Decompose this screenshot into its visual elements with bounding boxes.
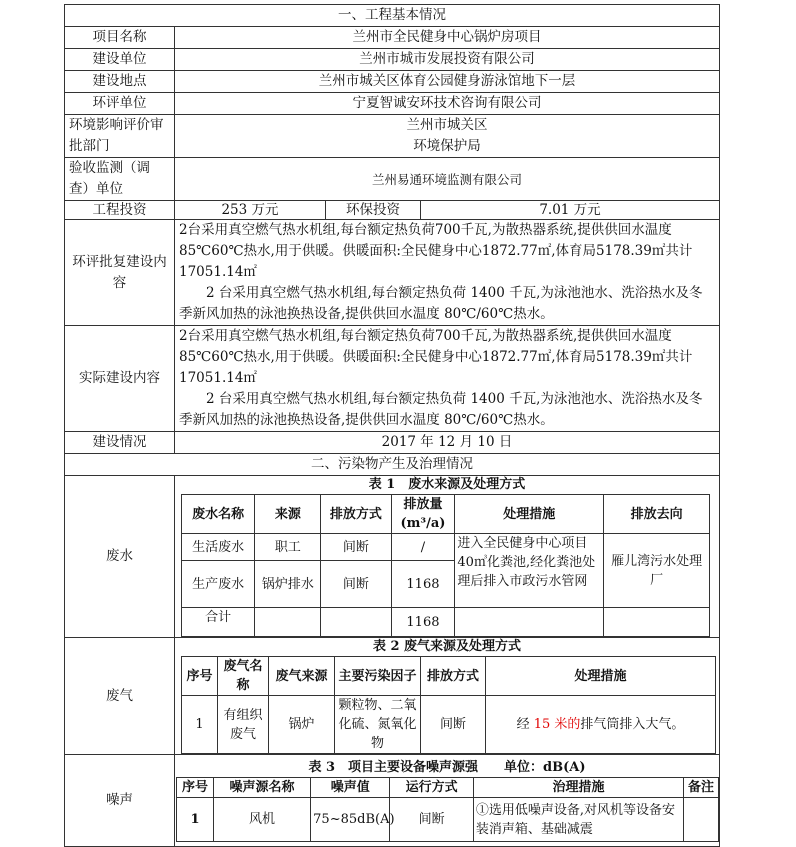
- td: 间断: [421, 696, 486, 754]
- label-noise: 噪声: [65, 755, 175, 847]
- th: 序号: [177, 778, 214, 798]
- label-env-investment: 环保投资: [326, 201, 421, 220]
- td: 1: [182, 696, 218, 754]
- treatment-pre: 经: [516, 717, 534, 732]
- td: 1168: [391, 608, 455, 637]
- label-eia-unit: 环评单位: [65, 93, 175, 115]
- label-investment: 工程投资: [65, 201, 175, 220]
- td: 生产废水: [182, 561, 255, 608]
- actual-content-p2: 2 台采用真空燃气热水机组,每台额定热负荷 1400 千瓦,为泳池池水、洗浴热水及冬季新风加热的泳池换热设备,提供供回水温度 80℃/60℃热水。: [179, 391, 703, 428]
- th: 废气名称: [218, 657, 269, 696]
- section2-title: 二、污染物产生及治理情况: [65, 454, 720, 476]
- actual-content: [175, 326, 720, 432]
- label-location: 建设地点: [65, 71, 175, 93]
- td: 职工: [255, 534, 321, 561]
- td: 锅炉: [269, 696, 335, 754]
- td: [604, 608, 710, 637]
- th: 治理措施: [473, 778, 683, 798]
- treatment-post: 排气筒排入大气。: [580, 717, 685, 732]
- wastewater-treatment: 进入全民健身中心项目 40㎥化粪池,经化粪池处理后排入市政污水管网: [455, 534, 604, 608]
- td: 颗粒物、二氧化硫、氮氧化物: [335, 696, 421, 754]
- table1-caption: 表 1 废水来源及处理方式: [368, 477, 526, 492]
- label-approval: 环境影响评价审批部门: [65, 115, 175, 158]
- td: /: [391, 534, 455, 561]
- label-construction: 建设情况: [65, 432, 175, 454]
- th: 运行方式: [390, 778, 473, 798]
- td: 间断: [321, 534, 391, 561]
- th: 废气来源: [269, 657, 335, 696]
- approval-line2: 环境保护局: [413, 138, 481, 154]
- noise-treatment: ①选用低噪声设备,对风机等设备安装消声箱、基础减震: [473, 798, 683, 842]
- td: 合计: [182, 608, 255, 637]
- label-builder: 建设单位: [65, 49, 175, 71]
- td: [321, 608, 391, 637]
- td: [455, 608, 604, 637]
- th: 废水名称: [182, 495, 255, 534]
- wastewater-destination: 雁儿湾污水处理厂: [604, 534, 710, 608]
- table2-caption: 表 2 废气来源及处理方式: [372, 639, 522, 654]
- eia-unit: 宁夏智诚安环技术咨询有限公司: [175, 93, 720, 115]
- location: 兰州市城关区体育公园健身游泳馆地下一层: [175, 71, 720, 93]
- td: [255, 608, 321, 637]
- project-info-table: [64, 4, 720, 847]
- th: 排放方式: [421, 657, 486, 696]
- section1-title: 一、工程基本情况: [65, 5, 720, 27]
- label-actual-content: 实际建设内容: [65, 326, 175, 432]
- label-monitor: 验收监测（调查）单位: [65, 158, 175, 201]
- label-eia-content: 环评批复建设内容: [65, 220, 175, 326]
- wastegas-cell: [175, 638, 720, 755]
- eia-content: [175, 220, 720, 326]
- th: 排放方式: [321, 495, 391, 534]
- env-investment: 7.01 万元: [421, 201, 720, 220]
- th: 处理措施: [486, 657, 716, 696]
- actual-content-p1: 2台采用真空燃气热水机组,每台额定热负荷700千瓦,为散热器系统,提供供回水温度85℃60℃热水,用于供暖。供暖面积:全民健身中心1872.77㎡,体育局5178.39㎡共计17051.14㎡: [179, 328, 693, 386]
- approval-line1: 兰州市城关区: [406, 117, 488, 133]
- td: 生活废水: [182, 534, 255, 561]
- table3-caption: 表 3 项目主要设备噪声源强 单位：dB(A): [308, 760, 586, 775]
- monitor-unit: 兰州易通环境监测有限公司: [175, 158, 720, 201]
- construction-date: 2017 年 12 月 10 日: [175, 432, 720, 454]
- builder: 兰州市城市发展投资有限公司: [175, 49, 720, 71]
- noise-cell: [175, 755, 720, 847]
- treatment-highlight: 15 米的: [533, 717, 581, 732]
- td: 风机: [213, 798, 310, 842]
- td: 75~85dB(A): [311, 798, 390, 842]
- th: 处理措施: [455, 495, 604, 534]
- th: 备注: [684, 778, 719, 798]
- td: 间断: [390, 798, 473, 842]
- td: 1168: [391, 561, 455, 608]
- wastewater-cell: [175, 476, 720, 638]
- th: 来源: [255, 495, 321, 534]
- wastegas-table: [181, 656, 716, 754]
- td: 间断: [321, 561, 391, 608]
- wastegas-treatment: [486, 696, 716, 754]
- label-project-name: 项目名称: [65, 27, 175, 49]
- td: 1: [177, 798, 214, 842]
- label-wastegas: 废气: [65, 638, 175, 755]
- td: [684, 798, 719, 842]
- th: 排放量(m³/a): [391, 495, 455, 534]
- th: 噪声值: [311, 778, 390, 798]
- eia-content-p2: 2 台采用真空燃气热水机组,每台额定热负荷 1400 千瓦,为泳池池水、洗浴热水及冬季新风加热的泳池换热设备,提供供回水温度 80℃/60℃热水。: [179, 285, 703, 322]
- project-name: 兰州市全民健身中心锅炉房项目: [175, 27, 720, 49]
- th: 噪声源名称: [213, 778, 310, 798]
- th: 序号: [182, 657, 218, 696]
- eia-content-p1: 2台采用真空燃气热水机组,每台额定热负荷700千瓦,为散热器系统,提供供回水温度85℃60℃热水,用于供暖。供暖面积:全民健身中心1872.77㎡,体育局5178.39㎡共计17051.14㎡: [179, 222, 693, 280]
- approval-dept: [175, 115, 720, 158]
- th: 主要污染因子: [335, 657, 421, 696]
- td: 锅炉排水: [255, 561, 321, 608]
- investment: 253 万元: [175, 201, 326, 220]
- noise-table: [176, 777, 719, 842]
- td: 有组织废气: [218, 696, 269, 754]
- label-wastewater: 废水: [65, 476, 175, 638]
- th: 排放去向: [604, 495, 710, 534]
- wastewater-table: [181, 494, 710, 637]
